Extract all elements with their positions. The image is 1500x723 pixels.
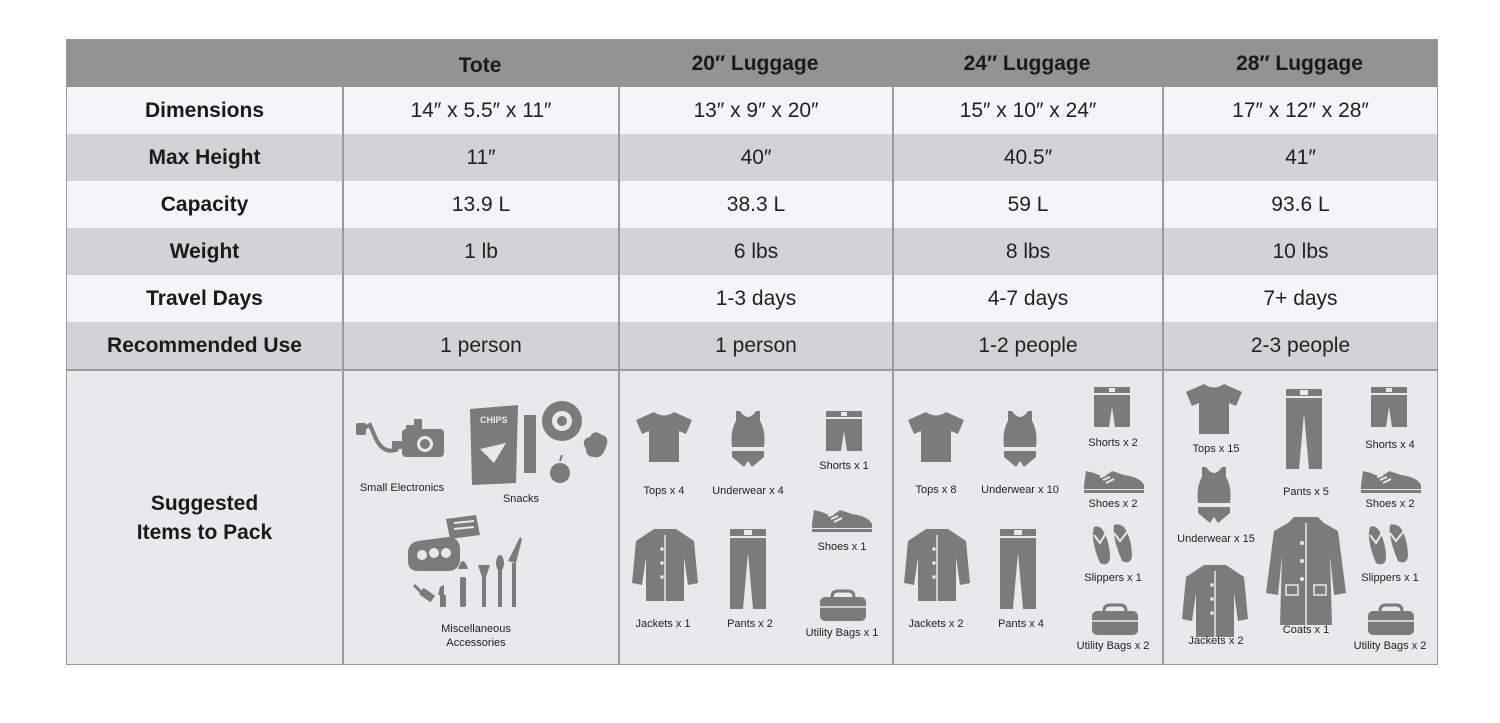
shoes-caption: Shoes x 2: [1088, 498, 1138, 510]
row-capacity: [67, 181, 1437, 228]
underwear-icon: [1192, 465, 1236, 525]
tops-icon: [1184, 381, 1244, 437]
cell-28: 10 lbs: [1162, 228, 1437, 275]
shoe-icon: [1082, 465, 1146, 495]
header-corner: [67, 40, 342, 87]
row-label: Max Height: [148, 145, 261, 169]
cell-tote: 1 person: [342, 322, 618, 369]
shorts-icon: [824, 409, 864, 453]
slippers-caption: Slippers x 1: [1361, 572, 1419, 584]
shoe-icon: [1359, 465, 1423, 495]
tote-items: [342, 371, 618, 664]
shoe-icon: [810, 504, 874, 534]
row-suggested-items: [67, 369, 1437, 664]
header-row: [67, 40, 1437, 87]
misc-accessories-caption-line2: Accessories: [446, 637, 506, 649]
pants-icon: [1284, 387, 1324, 471]
header-20-luggage: 20″ Luggage: [691, 51, 819, 75]
cell-tote: 11″: [342, 134, 618, 181]
utility-bags-caption: Utility Bags x 2: [1076, 640, 1150, 652]
underwear-icon: [726, 409, 770, 469]
small-electronics-caption: Small Electronics: [359, 482, 445, 494]
cell-20: 1-3 days: [618, 275, 892, 322]
cell-28: 93.6 L: [1162, 181, 1437, 228]
row-recommended-use: [67, 322, 1437, 369]
chips-text: CHIPS: [480, 415, 508, 425]
jackets-caption: Jackets x 2: [908, 618, 964, 630]
row-label: Capacity: [160, 192, 249, 216]
row-max-height: [67, 134, 1437, 181]
shorts-caption: Shorts x 4: [1365, 439, 1415, 451]
shoes-caption: Shoes x 1: [817, 541, 867, 553]
slippers-icon: [1088, 523, 1142, 567]
small-electronics-icon: [354, 415, 446, 471]
cell-24: 59 L: [892, 181, 1162, 228]
jackets-caption: Jackets x 2: [1188, 635, 1244, 647]
row-label: Recommended Use: [107, 333, 302, 357]
row-label: Weight: [169, 239, 240, 263]
cell-24: 15″ x 10″ x 24″: [892, 87, 1162, 134]
cell-28: 41″: [1162, 134, 1437, 181]
cell-28: 2-3 people: [1162, 322, 1437, 369]
shorts-caption: Shorts x 2: [1088, 437, 1138, 449]
cell-28: 7+ days: [1162, 275, 1437, 322]
cell-24: 40.5″: [892, 134, 1162, 181]
luggage20-items: [618, 371, 892, 664]
row-travel-days: [67, 275, 1437, 322]
utility-bags-caption: Utility Bags x 1: [805, 627, 879, 639]
underwear-caption: Underwear x 15: [1177, 533, 1255, 545]
utility-bag-icon: [1366, 603, 1416, 637]
shoes-caption: Shoes x 2: [1365, 498, 1415, 510]
pants-caption: Pants x 5: [1283, 486, 1329, 498]
tops-caption: Tops x 4: [643, 485, 685, 497]
cell-tote: 13.9 L: [342, 181, 618, 228]
coat-icon: [1266, 515, 1346, 627]
comparison-table: [66, 39, 1438, 665]
cell-20: 6 lbs: [618, 228, 892, 275]
utility-bags-caption: Utility Bags x 2: [1353, 640, 1427, 652]
tops-icon: [634, 409, 694, 465]
slippers-icon: [1364, 523, 1418, 567]
jacket-icon: [1182, 563, 1248, 639]
cell-20: 38.3 L: [618, 181, 892, 228]
cell-28: 17″ x 12″ x 28″: [1162, 87, 1437, 134]
cell-tote: 1 lb: [342, 228, 618, 275]
jacket-icon: [904, 527, 970, 603]
shorts-icon: [1369, 385, 1409, 429]
utility-bag-icon: [818, 589, 868, 623]
pants-caption: Pants x 4: [998, 618, 1044, 630]
cell-20: 40″: [618, 134, 892, 181]
tops-icon: [906, 409, 966, 465]
pants-caption: Pants x 2: [727, 618, 773, 630]
underwear-icon: [998, 409, 1042, 469]
header-tote: Tote: [458, 53, 502, 77]
cell-24: 8 lbs: [892, 228, 1162, 275]
coats-caption: Coats x 1: [1282, 624, 1330, 636]
cell-24: 1-2 people: [892, 322, 1162, 369]
utility-bag-icon: [1090, 603, 1140, 637]
underwear-caption: Underwear x 4: [712, 485, 784, 497]
snacks-icon: [466, 399, 610, 493]
pants-icon: [728, 527, 768, 611]
row-weight: [67, 228, 1437, 275]
suggested-label: [67, 371, 342, 664]
jackets-caption: Jackets x 1: [635, 618, 691, 630]
row-label: Dimensions: [144, 98, 265, 122]
luggage28-items: [1162, 371, 1437, 664]
tops-caption: Tops x 15: [1192, 443, 1240, 455]
suggested-label-line2: Items to Pack: [136, 520, 273, 544]
shorts-icon: [1092, 385, 1132, 429]
jacket-icon: [632, 527, 698, 603]
misc-accessories-icon: [404, 513, 554, 613]
slippers-caption: Slippers x 1: [1084, 572, 1142, 584]
misc-accessories-caption-line1: Miscellaneous: [441, 623, 511, 635]
row-label: Travel Days: [146, 286, 263, 310]
snacks-caption: Snacks: [502, 493, 540, 505]
underwear-caption: Underwear x 10: [981, 484, 1059, 496]
cell-24: 4-7 days: [892, 275, 1162, 322]
cell-tote: [342, 275, 618, 322]
cell-tote: 14″ x 5.5″ x 11″: [342, 87, 618, 134]
luggage24-items: [892, 371, 1162, 664]
shorts-caption: Shorts x 1: [819, 460, 869, 472]
header-28-luggage: 28″ Luggage: [1236, 51, 1363, 75]
cell-20: 13″ x 9″ x 20″: [618, 87, 892, 134]
header-24-luggage: 24″ Luggage: [963, 51, 1091, 75]
pants-icon: [998, 527, 1038, 611]
suggested-label-line1: Suggested: [150, 491, 259, 515]
cell-20: 1 person: [618, 322, 892, 369]
tops-caption: Tops x 8: [915, 484, 957, 496]
row-dimensions: [67, 87, 1437, 134]
